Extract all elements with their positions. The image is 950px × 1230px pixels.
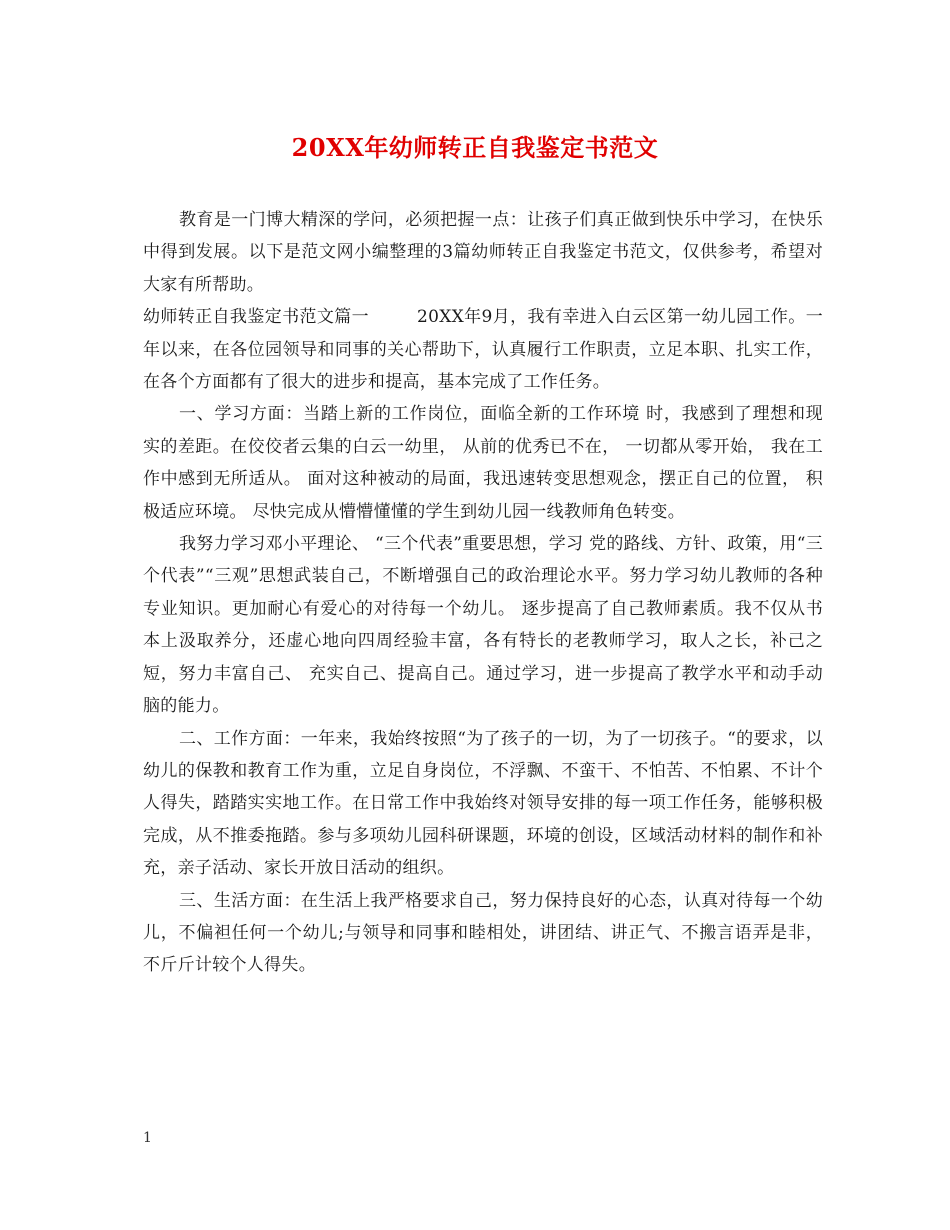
life-paragraph: 三、生活方面：在生活上我严格要求自己，努力保持良好的心态，认真对待每一个幼儿，不偏袒任何一个幼儿;与领导和同事和睦相处，讲团结、讲正气、不搬言语弄是非，不斤斤计较个人得失。 xyxy=(143,890,823,976)
intro-paragraph: 教育是一门博大精深的学问，必须把握一点：让孩子们真正做到快乐中学习，在快乐中得到发展。以下是范文网小编整理的3篇幼师转正自我鉴定书范文，仅供参考，希望对大家有所帮助。 xyxy=(143,210,823,295)
study-paragraph: 一、学习方面：当踏上新的工作岗位，面临全新的工作环境 时，我感到了理想和现实的差距。在佼佼者云集的白云一幼里， 从前的优秀已不在， 一切都从零开始， 我在工作中感到无所适从。 面对这种被动的局面，我迅速转变思想观念，摆正自己的位置， 积极适应环境。 尽快完成从懵懵懂懂的学生到幼儿园一线教师角色转变。 xyxy=(143,404,823,522)
document-body xyxy=(143,204,823,982)
section-heading: 幼师转正自我鉴定书范文篇一 xyxy=(143,307,370,328)
page-number: 1 xyxy=(143,1130,152,1146)
document-title: 20XX年幼师转正自我鉴定书范文 xyxy=(291,133,659,162)
theory-paragraph: 我努力学习邓小平理论、 “三个代表”重要思想，学习 党的路线、方针、政策，用“三个代表”“三观”思想武装自己，不断增强自己的政治理论水平。努力学习幼儿教师的各种专业知识。更加耐心有爱心的对待每一个幼儿。 逐步提高了自己教师素质。我不仅从书本上汲取养分，还虚心地向四周经验丰富，各有特长的老教师学习，取人之长，补己之短，努力丰富自己、 充实自己、提高自己。通过学习，进一步提高了教学水平和动手动脑的能力。 xyxy=(143,534,823,717)
work-paragraph: 二、工作方面：一年来，我始终按照“为了孩子的一切，为了一切孩子。“的要求，以幼儿的保教和教育工作为重，立足自身岗位，不浮飘、不蛮干、不怕苦、不怕累、不计个人得失，踏踏实实地工作。在日常工作中我始终对领导安排的每一项工作任务，能够积极完成，从不推委拖踏。参与多项幼儿园科研课题，环境的创设，区域活动材料的制作和补充，亲子活动、家长开放日活动的组织。 xyxy=(143,728,823,879)
section-paragraph xyxy=(143,301,823,398)
section-first-paragraph: 20XX年9月，我有幸进入白云区第一幼儿园工作。一年以来，在各位园领导和同事的关心帮助下，认真履行工作职责，立足本职、扎实工作，在各个方面都有了很大的进步和提高，基本完成了工作任务。 xyxy=(143,307,823,393)
